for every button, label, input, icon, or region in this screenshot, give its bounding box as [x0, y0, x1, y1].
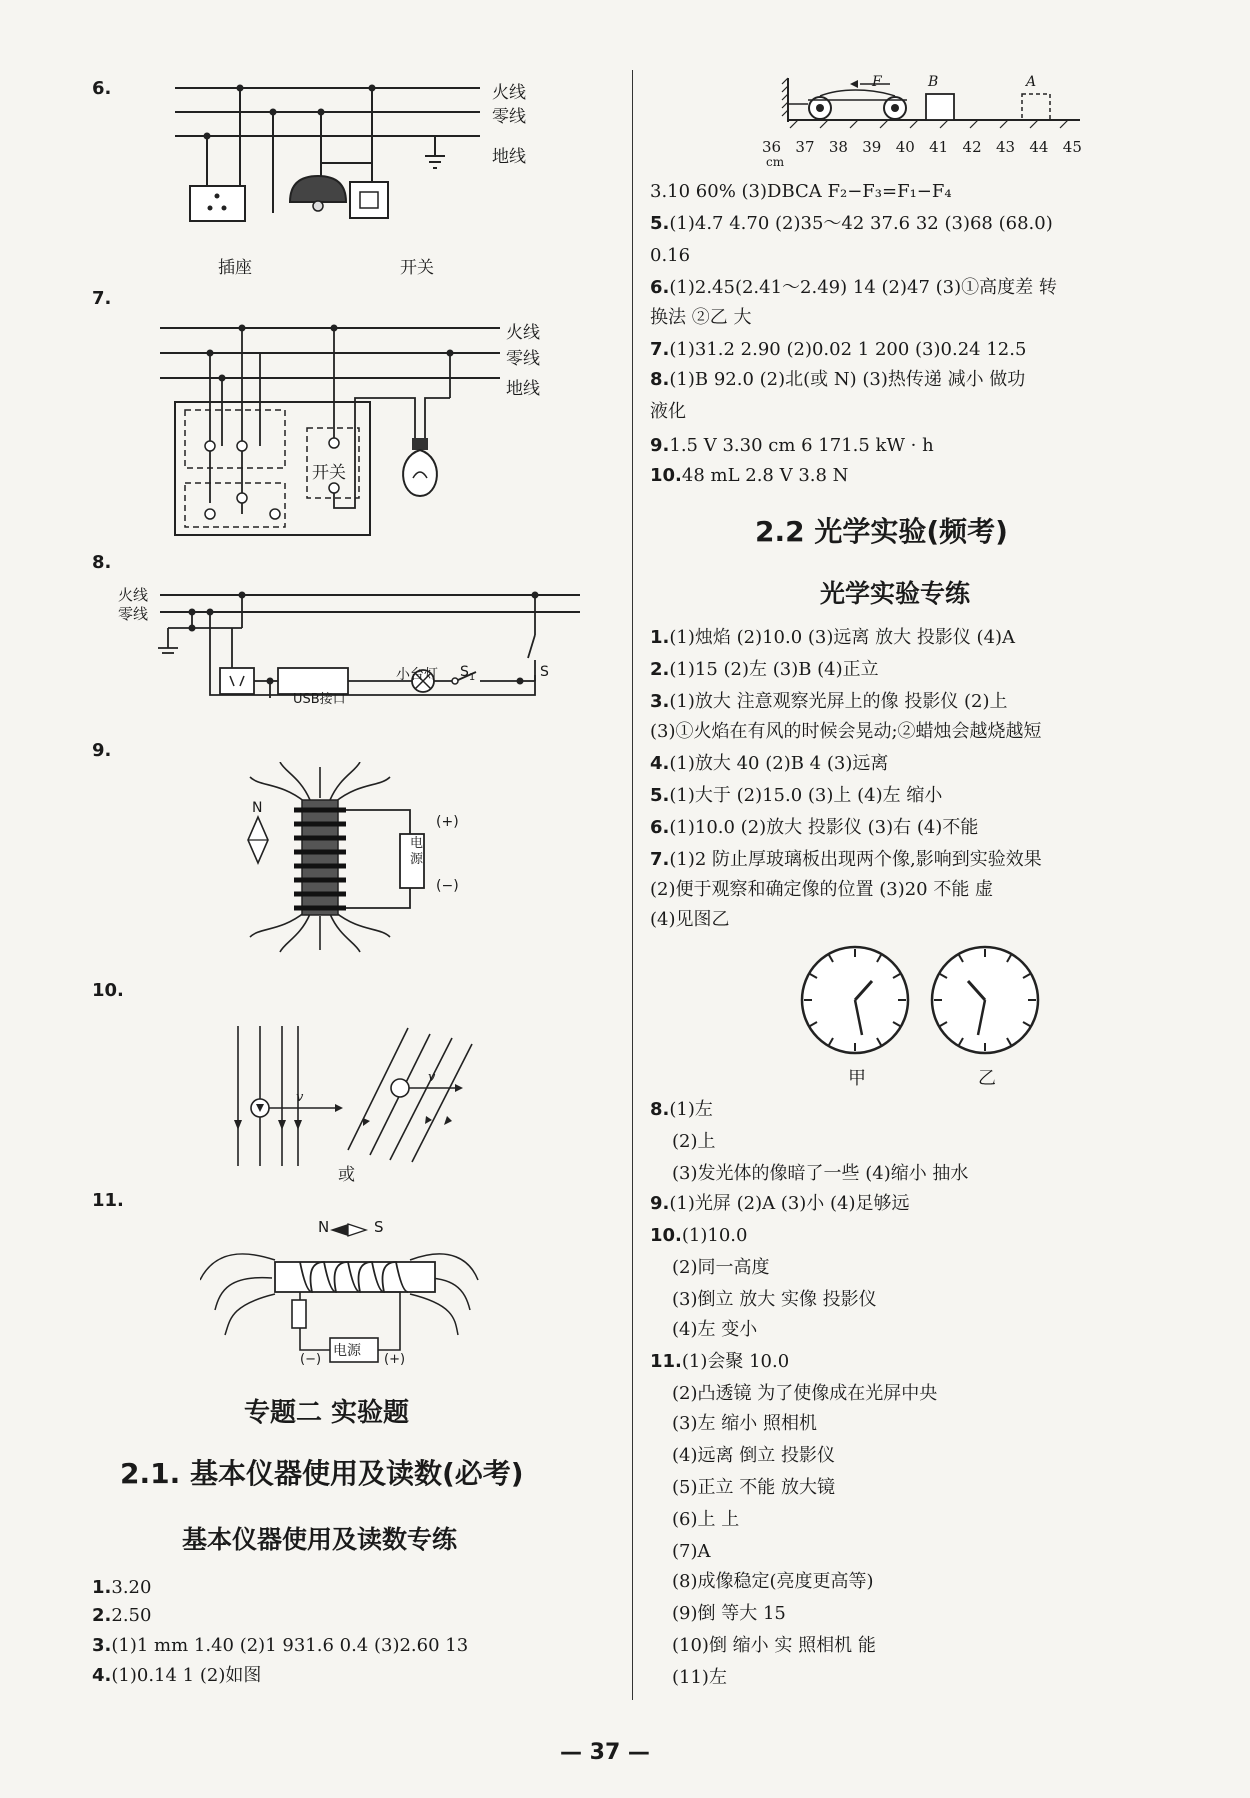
- ruler-tick: 38: [828, 138, 848, 156]
- q10-number: 10.: [92, 980, 124, 1001]
- answer-line: (2)便于观察和确定像的位置 (3)20 不能 虚: [650, 879, 994, 900]
- column-divider: [632, 70, 633, 1700]
- q9-plus-label: (+): [436, 814, 459, 830]
- q8-lamp-label: 小台灯: [396, 667, 438, 683]
- answer-line: 6.(1)2.45(2.41～2.49) 14 (2)47 (3)①高度差 转: [650, 277, 1057, 298]
- q7-switch-label: 开关: [312, 463, 346, 483]
- q11-minus-label: (−): [300, 1352, 322, 1367]
- answer-line: 2.2.50: [92, 1605, 152, 1626]
- answer-line: 10.48 mL 2.8 V 3.8 N: [650, 465, 849, 486]
- answer-line: 换法 ②乙 大: [650, 307, 752, 328]
- q9-minus-label: (−): [436, 878, 459, 894]
- q11-n-label: N: [318, 1218, 330, 1236]
- answer-line: 9.(1)光屏 (2)A (3)小 (4)足够远: [650, 1193, 910, 1214]
- answer-line: 6.(1)10.0 (2)放大 投影仪 (3)右 (4)不能: [650, 817, 979, 838]
- ruler-tick: 39: [862, 138, 882, 156]
- q9-number: 9.: [92, 740, 112, 761]
- answer-line: (3)①火焰在有风的时候会晃动;②蜡烛会越烧越短: [650, 721, 1042, 742]
- answer-line: (5)正立 不能 放大镜: [672, 1477, 835, 1498]
- q11-s-label: S: [374, 1218, 384, 1236]
- q11-power-label: 电源: [333, 1343, 361, 1359]
- answer-line: 5.(1)4.7 4.70 (2)35～42 37.6 32 (3)68 (68.0): [650, 213, 1053, 234]
- q7-neutral-label: 零线: [506, 349, 540, 369]
- ruler-tick: 45: [1062, 138, 1082, 156]
- answer-line: (9)倒 等大 15: [672, 1603, 786, 1624]
- answer-line: 液化: [650, 401, 686, 422]
- answer-line: (4)左 变小: [672, 1319, 758, 1340]
- ruler-tick: 44: [1029, 138, 1049, 156]
- clock-label-a: 甲: [848, 1068, 866, 1089]
- answer-line: (3)倒立 放大 实像 投影仪: [672, 1289, 877, 1310]
- answer-line: 1.(1)烛焰 (2)10.0 (3)远离 放大 投影仪 (4)A: [650, 627, 1016, 648]
- answer-line: 4.(1)0.14 1 (2)如图: [92, 1665, 262, 1686]
- answer-line: (2)凸透镜 为了使像成在光屏中央: [672, 1383, 938, 1404]
- answer-line: (2)上: [672, 1131, 716, 1152]
- q10-v2-label: v: [428, 1070, 436, 1085]
- answer-line: 3.(1)1 mm 1.40 (2)1 931.6 0.4 (3)2.60 13: [92, 1635, 469, 1656]
- answer-line: (10)倒 缩小 实 照相机 能: [672, 1635, 876, 1656]
- q6-circuit-diagram: [150, 78, 550, 278]
- q7-ground-label: 地线: [506, 379, 540, 399]
- answer-line: (2)同一高度: [672, 1257, 770, 1278]
- answer-line: 3.(1)放大 注意观察光屏上的像 投影仪 (2)上: [650, 691, 1008, 712]
- ruler-tick: 36: [762, 138, 782, 156]
- q8-s-label: S: [540, 664, 549, 680]
- q8-number: 8.: [92, 552, 112, 573]
- ruler-tick: 42: [962, 138, 982, 156]
- q6-neutral-label: 零线: [492, 107, 526, 127]
- ruler-tick: 40: [895, 138, 915, 156]
- ruler-ticks: [762, 138, 1082, 156]
- answer-line: (3)发光体的像暗了一些 (4)缩小 抽水: [672, 1163, 969, 1184]
- ruler-tick: 43: [995, 138, 1016, 156]
- clock-diagram: [800, 945, 1060, 1065]
- ruler-tick: 37: [795, 138, 815, 156]
- answer-line: (4)远离 倒立 投影仪: [672, 1445, 835, 1466]
- answer-line: 8.(1)B 92.0 (2)北(或 N) (3)热传递 减小 做功: [650, 369, 1026, 390]
- ruler-unit-label: cm: [766, 155, 785, 169]
- ruler-tick: 41: [929, 138, 949, 156]
- page-number: — 37 —: [560, 1740, 650, 1765]
- q6-switch-label: 开关: [400, 258, 434, 278]
- q8-s1-label: $S_1$: [460, 664, 476, 683]
- answer-line: 11.(1)会聚 10.0: [650, 1351, 790, 1372]
- section-2-2-title: 2.2 光学实验(频考): [755, 515, 1008, 548]
- answer-line: 3.10 60% (3)DBCA F₂−F₃=F₁−F₄: [650, 181, 952, 202]
- answer-line: 1.3.20: [92, 1577, 152, 1598]
- ruler-b-label: B: [928, 74, 939, 90]
- q11-number: 11.: [92, 1190, 124, 1211]
- answer-line: 7.(1)2 防止厚玻璃板出现两个像,影响到实验效果: [650, 849, 1042, 870]
- q11-plus-label: (+): [384, 1352, 406, 1367]
- q9-n-label: N: [252, 800, 263, 816]
- q8-fire-label: 火线: [118, 586, 149, 604]
- q8-usb-label: USB接口: [293, 692, 346, 707]
- section-2-1-title: 2.1. 基本仪器使用及读数(必考): [120, 1457, 524, 1490]
- q6-ground-label: 地线: [492, 147, 526, 167]
- section-2-1-subtitle: 基本仪器使用及读数专练: [182, 1525, 458, 1554]
- answer-line: (4)见图乙: [650, 909, 730, 930]
- q10-field-diagram: [230, 1020, 480, 1170]
- answer-line: 5.(1)大于 (2)15.0 (3)上 (4)左 缩小: [650, 785, 943, 806]
- ruler-f-label: F: [872, 74, 882, 90]
- answer-line: 0.16: [650, 245, 691, 266]
- answer-line: 9.1.5 V 3.30 cm 6 171.5 kW · h: [650, 435, 934, 456]
- clock-label-b: 乙: [978, 1068, 996, 1089]
- answer-line: (7)A: [672, 1541, 711, 1562]
- answer-line: 2.(1)15 (2)左 (3)B (4)正立: [650, 659, 879, 680]
- section-2-2-subtitle: 光学实验专练: [820, 579, 971, 608]
- topic-title: 专题二 实验题: [244, 1398, 410, 1428]
- q7-circuit-diagram: [150, 318, 510, 548]
- q6-number: 6.: [92, 78, 112, 99]
- ruler-a-label: A: [1026, 74, 1037, 90]
- q6-fire-label: 火线: [492, 83, 526, 103]
- q7-fire-label: 火线: [506, 323, 540, 343]
- q10-or-label: 或: [338, 1165, 355, 1185]
- q7-number: 7.: [92, 288, 112, 309]
- q9-power-label: 电源: [410, 836, 424, 867]
- answer-line: (6)上 上: [672, 1509, 740, 1530]
- answer-line: (11)左: [672, 1667, 727, 1688]
- q10-v1-label: v: [296, 1090, 304, 1105]
- answer-line: 10.(1)10.0: [650, 1225, 748, 1246]
- q9-solenoid-diagram: [240, 762, 470, 957]
- answer-line: (8)成像稳定(亮度更高等): [672, 1571, 874, 1592]
- answer-line: 4.(1)放大 40 (2)B 4 (3)远离: [650, 753, 889, 774]
- q8-circuit-diagram: [150, 580, 590, 730]
- q6-socket-label: 插座: [218, 258, 252, 278]
- q8-neutral-label: 零线: [118, 605, 149, 623]
- answer-line: 8.(1)左: [650, 1099, 713, 1120]
- answer-line: 7.(1)31.2 2.90 (2)0.02 1 200 (3)0.24 12.5: [650, 339, 1027, 360]
- answer-line: (3)左 缩小 照相机: [672, 1413, 817, 1434]
